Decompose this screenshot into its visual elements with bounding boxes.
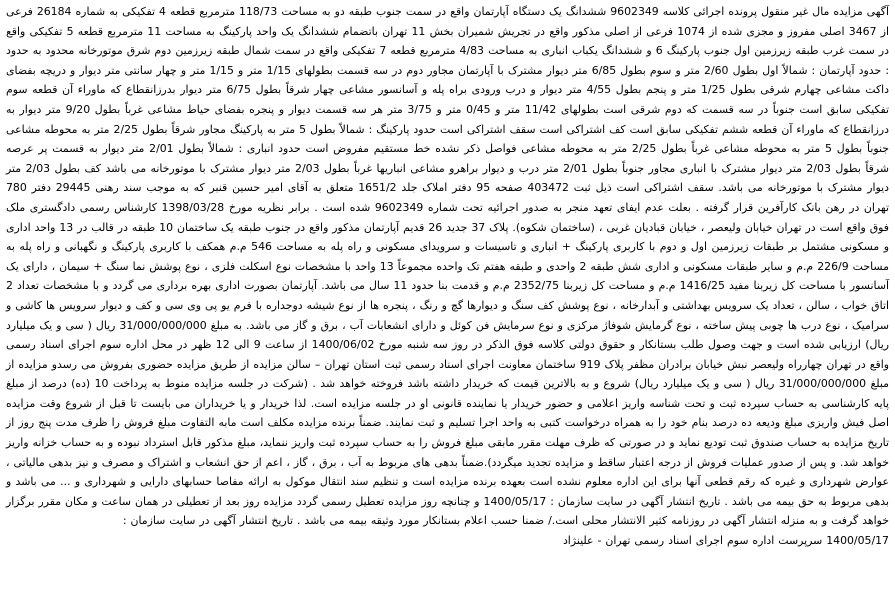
notice-footer-signature: 1400/05/17 سرپرست اداره سوم اجرای اسناد رسمی تهران - علینژاد (562, 534, 889, 548)
notice-body-text: آگهی مزایده مال غیر منقول پرونده اجرائی کلاسه 9602349 ششدانگ یک دستگاه آپارتمان واقع در سمت جنوب طبقه دو به مساحت 118/73 مترمربع قطعه 4 تفکیکی به شماره 26184 فرعی از 3467 اصلی مفروز و مجزی شده از 1074 فرعی از اصلی مذکور واقع در تجریش شمیران بخش 11 تهران باتضمام ششدانگ یک واحد پارکینگ به مساحت 11 مترمربع قطعه 5 تفکیکی واقع در سمت غرب طبقه زیرزمین اول جنوب پارکینگ 6 و ششدانگ یکباب انباری به مساحت 4/83 مترمربع قطعه 7 تفکیکی واقع در سمت شمال طبقه زیرزمین دوم شرق موتورخانه محدود به حدود : حدود آپارتمان : شمالاً اول بطول 2/60 متر و سوم بطول 6/85 متر دیوار مشترک با آپارتمان مجاور دوم در سه قسمت بطولهای 1/15 متر و 1/15 متر و چهار سانتی متر دیوار و دریچه بفضای داکت مشاعی چهارم شرقی بطول 1/25 متر و پنجم بطول 4/55 متر دیوار و درب ورودی براه پله و آسانسور مشاعی چهار شرقاً بطول 6/75 متر دیوار بدرزانقطاع که ماوراء آن قطعه سوم تفکیکی سابق است جنوباً در سه قسمت که دوم شرقی است بطولهای 11/42 متر و 0/45 متر و 3/75 متر هر سه قسمت دیوار و پنجره بفضای حیاط مشاعی غرباً بطول 9/20 متر دیوار به درزانقطاع که ماوراء آن قطعه ششم تفکیکی سابق است کف اشتراکی است سقف اشتراکی است حدود پارکینگ : شمالاً بطول 5 متر به پارکینگ مجاور شرقاً بطول 2/25 متر به محوطه مشاعی جنوباً بطول 5 متر به محوطه مشاعی غرباً بطول 2/25 متر به محوطه مشاعی فواصل ذکر نشده خط مستقیم مفروض است حدود انباری : شمالاً بطول 2/01 متر دیوار به قسمت پر عرصه شرقاً بطول 2/03 متر دیوار مشترک با انباری مجاور جنوباً بطول 2/01 متر درب و دیوار براهرو مشاعی انباریها غرباً بطول 2/03 متر دیوار مشترک با موتورخانه می باشد کف بطول 2/03 متر دیوار مشترک با موتورخانه می باشد. سقف اشتراکی است ذیل ثبت 403472 صفحه 95 دفتر املاک جلد 1651/2 متعلق به آقای امیر حسین قنبر که به موجب سند رهنی 29445 دفتر 780 تهران در رهن بانک کارآفرین قرار گرفته . بعلت عدم ایفای تعهد منجر به صدور اجرائیه تحت شماره 9602349 شده است . برابر نظریه مورخ 1398/03/28 کارشناس رسمی دادگستری ملک فوق واقع است در تهران خیابان ولیعصر ، خیابان قبادیان غربی ، (ساختمان شکوه). پلاک 37 جدید 26 قدیم آپارتمان مذکور واقع در جنوب طبقه یک ساختمان 10 طبقه در قالب در 13 واحد اداری و مسکونی مشتمل بر طبقات زیرزمین اول و دوم با کاربری پارکینگ + انباری و تاسیسات و سرویدای مسکونی و راه پله به مساحت 546 م.م همکف با کاربری پارکینگ و نگهبانی و راه پله به مساحت 226/9 م.م و سایر طبقات مسکونی و اداری شش طبقه 2 واحدی و طبقه هفتم تک واحده مجموعاً 13 واحد با مشخصات نوع اسکلت فلزی ، نوع پوشش نما سنگ + سیمان ، دارای یک آسانسور با مساحت کل زیربنا مفید 1416/25 م.م و مساحت کل زیربنا 2352/75 م.م و قدمت بنا حدود 11 سال می باشد. آپارتمان بصورت اداری بهره برداری می گردد و با مشخصات تعداد 2 اتاق خواب ، سالن ، تعداد یک سرویس بهداشتی و آبدارخانه ، نوع پوشش کف سنگ و دیوارها گچ و رنگ ، پنجره ها از نوع شیشه دوجداره با فرم یو پی وی سی و کف و دیوار سرویس ها کاشی و سرامیک ، نوع درب ها چوبی پیش ساخته ، نوع گرمایش شوفاژ مرکزی و نوع سرمایش فن کوئل و دارای انشعابات آب ، برق و گاز می باشد. به مبلغ 31/000/000/000 ریال ( سی و یک میلیارد ریال) ارزیابی شده است و جهت وصول طلب بستانکار و حقوق دولتی کلاسه فوق الذکر در روز سه شنبه مورخ 1400/06/02 از ساعت 9 الی 12 ظهر در محل اداره سوم اجرای اسناد رسمی واقع در تهران چهارراه ولیعصر نبش خیابان برادران مظفر پلاک 919 ساختمان معاونت اجرای اسناد رسمی ثبت استان تهران – سالن مزایده از طریق مزایده حضوری بفروش می رسدو مزایده از مبلغ 31/000/000/000 ریال ( سی و یک میلیارد ریال) شروع و به بالاترین قیمت که خریدار داشته باشد فروخته خواهد شد . (شرکت در جلسه مزایده منوط به پرداخت 10 (ده) درصد از مبلغ پایه کارشناسی به حساب سپرده ثبت و تحت شناسه واریز اعلامی و حضور خریدار یا نماینده قانونی او در جلسه مزایده است. لذا خریدار و یا خریداران می بایست تا قبل از شروع وقت مزایده اصل فیش واریزی مبلغ ودیعه ده درصد بنام خود را به همراه درخواست کتبی به واحد اجرا تسلیم و ثبت نمایند. ضمناً برنده مزایده مکلف است مابه التفاوت مبلغ فروش را ظرف مدت پنج روز از تاریخ مزایده به حساب صندوق ثبت تودیع نماید و در صورتی که ظرف مهلت مقرر مابقی مبلغ فروش را به حساب سپرده ثبت واریز ننماید، مبلغ مذکور قابل استرداد نبوده و به حساب خزانه واریز خواهد شد. و پس از صدور عملیات فروش از درجه اعتبار ساقط و مزایده تجدید میگردد).ضمناً بدهی های مربوط به آب ، برق ، گاز ، اعم از حق انشعاب و اشتراک و مصرف و نیز بدهی مالیاتی ، عوارض شهرداری و غیره که رقم قطعی آنها برای این اداره معلوم نشده است بعهده برنده مزایده است و تنظیم سند انتقال موکول به ارائه مفاصا حسابهای دارایی و شهرداری و ... می باشد و بدهی مربوط به حق بیمه می باشد . تاریخ انتشار آگهی در سایت سازمان : 1400/05/17 و چنانچه روز مزایده تعطیل رسمی گردد مزایده روز بعد از تعطیلی در همان ساعت و مکان مقرر برگزار خواهد گرفت و به منزله انتشار آگهی در روزنامه کثیر الانتشار محلی است./ ضمنا حسب اعلام بستانکار مورد وثیقه بیمه می باشد . تاریخ انتشار آگهی در سایت سازمان : (6, 5, 890, 528)
